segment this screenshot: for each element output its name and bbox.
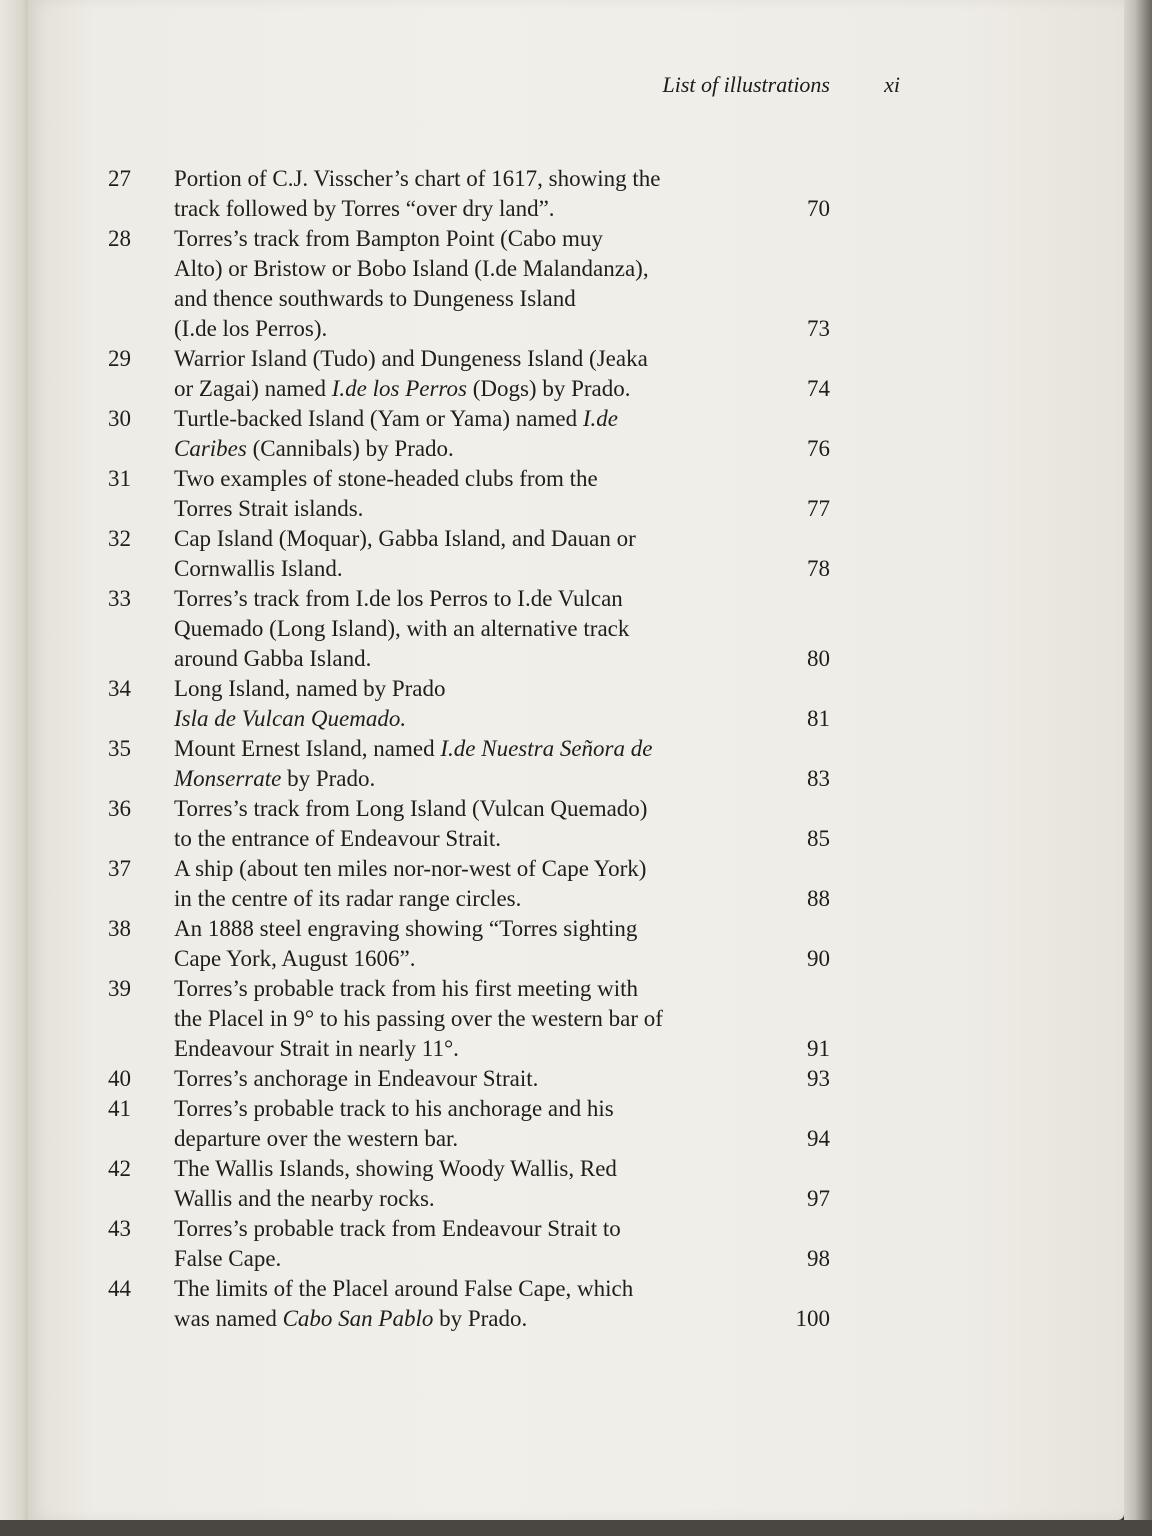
caption-line	[174, 764, 848, 794]
page-reference: 74	[807, 376, 830, 401]
caption-line	[174, 524, 848, 554]
caption-segment: (Cannibals) by Prado.	[246, 436, 454, 461]
figure-number: 27	[108, 166, 131, 191]
caption-segment: around Gabba Island.	[174, 646, 372, 671]
figure-caption	[168, 1274, 848, 1334]
running-header	[580, 72, 900, 102]
caption-text	[174, 1064, 538, 1094]
caption-segment: False Cape.	[174, 1246, 282, 1271]
caption-line	[174, 584, 848, 614]
caption-text	[174, 704, 406, 734]
figure-number: 40	[108, 1066, 131, 1091]
caption-line	[174, 884, 848, 914]
figure-number: 38	[108, 916, 131, 941]
caption-line	[174, 974, 848, 1004]
caption-segment: Portion of C.J. Visscher’s chart of 1617, showing the	[174, 166, 661, 191]
figure-caption	[168, 734, 848, 794]
caption-line	[174, 194, 848, 224]
caption-text	[174, 464, 598, 494]
caption-line	[174, 344, 848, 374]
caption-segment: Cornwallis Island.	[174, 556, 343, 581]
figure-number: 32	[108, 526, 131, 551]
caption-line	[174, 314, 848, 344]
caption-text	[174, 254, 649, 284]
caption-segment: Torres Strait islands.	[174, 496, 364, 521]
caption-text	[174, 1304, 527, 1334]
caption-segment: or Zagai) named	[174, 376, 332, 401]
caption-segment: by Prado.	[433, 1306, 528, 1331]
caption-segment: Torres’s probable track from Endeavour Strait to	[174, 1216, 621, 1241]
page-reference: 73	[807, 316, 830, 341]
caption-text	[174, 164, 660, 194]
figure-number: 35	[108, 736, 131, 761]
caption-text	[174, 524, 636, 554]
page-reference: 78	[807, 556, 830, 581]
caption-line	[174, 644, 848, 674]
caption-segment: The limits of the Placel around False Cape, which	[174, 1276, 634, 1301]
caption-segment: Quemado (Long Island), with an alternative track	[174, 616, 630, 641]
figure-number: 42	[108, 1156, 131, 1181]
figure-number: 33	[108, 586, 131, 611]
caption-segment: Two examples of stone-headed clubs from the	[174, 466, 598, 491]
caption-text	[174, 374, 631, 404]
page-reference: 80	[807, 646, 830, 671]
caption-segment: and thence southwards to Dungeness Island	[174, 286, 576, 311]
page-reference: 85	[807, 826, 830, 851]
caption-line	[174, 554, 848, 584]
caption-line	[174, 1124, 848, 1154]
figure-number: 44	[108, 1276, 131, 1301]
caption-italic-segment: Cabo San Pablo	[282, 1306, 434, 1331]
caption-segment: Cape York, August 1606”.	[174, 946, 416, 971]
list-item	[108, 854, 848, 914]
caption-line	[174, 734, 848, 764]
list-item	[108, 164, 848, 224]
caption-line	[174, 704, 848, 734]
caption-line	[174, 464, 848, 494]
figure-number: 28	[108, 226, 131, 251]
caption-text	[174, 1274, 633, 1304]
caption-segment: Torres’s probable track from his first meeting with	[174, 976, 639, 1001]
list-item	[108, 734, 848, 794]
page-reference: 70	[807, 196, 830, 221]
figure-number: 41	[108, 1096, 131, 1121]
caption-segment: (Dogs) by Prado.	[466, 376, 631, 401]
caption-text	[174, 914, 637, 944]
caption-segment: Alto) or Bristow or Bobo Island (I.de Malandanza),	[174, 256, 649, 281]
caption-segment: Mount Ernest Island, named	[174, 736, 441, 761]
page-reference: 77	[807, 496, 830, 521]
caption-text	[174, 584, 623, 614]
figure-number: 29	[108, 346, 131, 371]
caption-segment: track followed by Torres “over dry land”.	[174, 196, 555, 221]
caption-text	[174, 824, 501, 854]
caption-text	[174, 1004, 663, 1034]
caption-line	[174, 824, 848, 854]
caption-line	[174, 854, 848, 884]
caption-line	[174, 434, 848, 464]
caption-segment: (I.de los Perros).	[174, 316, 328, 341]
caption-line	[174, 164, 848, 194]
caption-segment: Cap Island (Moquar), Gabba Island, and Dauan or	[174, 526, 636, 551]
caption-line	[174, 794, 848, 824]
caption-segment: departure over the western bar.	[174, 1126, 459, 1151]
caption-segment: Turtle-backed Island (Yam or Yama) named	[174, 406, 583, 431]
caption-text	[174, 284, 576, 314]
list-item	[108, 224, 848, 344]
figure-number: 39	[108, 976, 131, 1001]
list-item	[108, 1214, 848, 1274]
page-reference: 88	[807, 886, 830, 911]
caption-text	[174, 674, 445, 704]
caption-line	[174, 1274, 848, 1304]
caption-line	[174, 1154, 848, 1184]
caption-text	[174, 194, 555, 224]
caption-text	[174, 494, 363, 524]
caption-italic-segment: Caribes	[174, 436, 247, 461]
caption-segment: the Placel in 9° to his passing over the western bar of	[174, 1006, 663, 1031]
caption-text	[174, 1244, 281, 1274]
caption-line	[174, 374, 848, 404]
figure-caption	[168, 1214, 848, 1274]
figure-number: 36	[108, 796, 131, 821]
caption-text	[174, 1094, 614, 1124]
caption-segment: An 1888 steel engraving showing “Torres sighting	[174, 916, 638, 941]
page-reference: 98	[807, 1246, 830, 1271]
page-reference: 100	[795, 1306, 830, 1331]
caption-text	[174, 1184, 435, 1214]
list-item	[108, 974, 848, 1064]
figure-caption	[168, 164, 848, 224]
caption-text	[174, 734, 652, 764]
caption-segment: Torres’s anchorage in Endeavour Strait.	[174, 1066, 539, 1091]
caption-segment: Endeavour Strait in nearly 11°.	[174, 1036, 459, 1061]
figure-number: 31	[108, 466, 131, 491]
caption-line	[174, 494, 848, 524]
page-reference: 81	[807, 706, 830, 731]
caption-line	[174, 1004, 848, 1034]
figure-caption	[168, 674, 848, 734]
figure-caption	[168, 914, 848, 974]
caption-text	[174, 854, 646, 884]
figure-caption	[168, 794, 848, 854]
caption-italic-segment: I.de Nuestra Señora de	[440, 736, 653, 761]
caption-segment: The Wallis Islands, showing Woody Wallis, Red	[174, 1156, 617, 1181]
caption-line	[174, 944, 848, 974]
caption-line	[174, 224, 848, 254]
caption-line	[174, 674, 848, 704]
caption-line	[174, 1064, 848, 1094]
caption-text	[174, 404, 618, 434]
figure-number: 34	[108, 676, 131, 701]
list-item	[108, 794, 848, 854]
caption-segment: Torres’s track from Bampton Point (Cabo muy	[174, 226, 603, 251]
figure-caption	[168, 584, 848, 674]
caption-text	[174, 314, 327, 344]
caption-text	[174, 554, 343, 584]
figure-caption	[168, 974, 848, 1064]
figure-caption	[168, 344, 848, 404]
caption-italic-segment: I.de	[582, 406, 618, 431]
caption-text	[174, 944, 416, 974]
caption-italic-segment: Isla de Vulcan Quemado.	[174, 706, 407, 731]
caption-text	[174, 614, 629, 644]
list-item	[108, 914, 848, 974]
caption-text	[174, 1034, 459, 1064]
header-title: List of illustrations	[662, 72, 830, 97]
list-item	[108, 1274, 848, 1334]
caption-segment: Warrior Island (Tudo) and Dungeness Island (Jeaka	[174, 346, 648, 371]
page-reference: 93	[807, 1066, 830, 1091]
caption-segment: in the centre of its radar range circles.	[174, 886, 522, 911]
caption-text	[174, 1214, 621, 1244]
caption-line	[174, 1244, 848, 1274]
caption-italic-segment: I.de los Perros	[331, 376, 467, 401]
list-item	[108, 1064, 848, 1094]
caption-text	[174, 884, 521, 914]
caption-text	[174, 794, 647, 824]
figure-number: 30	[108, 406, 131, 431]
list-item	[108, 1154, 848, 1214]
caption-segment: Torres’s track from I.de los Perros to I.de Vulcan	[174, 586, 623, 611]
caption-text	[174, 644, 371, 674]
caption-segment: was named	[174, 1306, 283, 1331]
caption-line	[174, 1214, 848, 1244]
caption-text	[174, 1154, 617, 1184]
caption-line	[174, 254, 848, 284]
caption-text	[174, 764, 375, 794]
figure-caption	[168, 524, 848, 584]
page-reference: 76	[807, 436, 830, 461]
caption-line	[174, 1034, 848, 1064]
list-item	[108, 674, 848, 734]
figure-caption	[168, 404, 848, 464]
caption-text	[174, 224, 603, 254]
caption-text	[174, 1124, 458, 1154]
page-reference: 91	[807, 1036, 830, 1061]
figure-caption	[168, 464, 848, 524]
figure-caption	[168, 1154, 848, 1214]
caption-line	[174, 614, 848, 644]
caption-line	[174, 1184, 848, 1214]
list-item	[108, 1094, 848, 1154]
caption-segment: Torres’s track from Long Island (Vulcan Quemado)	[174, 796, 648, 821]
figure-number: 37	[108, 856, 131, 881]
illustration-list	[108, 164, 848, 1334]
figure-number: 43	[108, 1216, 131, 1241]
caption-segment: by Prado.	[281, 766, 376, 791]
list-item	[108, 584, 848, 674]
list-item	[108, 464, 848, 524]
figure-caption	[168, 854, 848, 914]
caption-segment: Torres’s probable track to his anchorage and his	[174, 1096, 614, 1121]
page-bottom-shadow	[0, 1520, 1152, 1536]
header-page-number: xi	[884, 72, 900, 97]
list-item	[108, 344, 848, 404]
page-right-edge	[1124, 0, 1152, 1536]
list-item	[108, 404, 848, 464]
figure-caption	[168, 1094, 848, 1154]
caption-text	[174, 344, 648, 374]
page-reference: 90	[807, 946, 830, 971]
caption-italic-segment: Monserrate	[174, 766, 282, 791]
caption-line	[174, 1304, 848, 1334]
figure-caption	[168, 224, 848, 344]
page-reference: 83	[807, 766, 830, 791]
caption-text	[174, 434, 454, 464]
page-reference: 94	[807, 1126, 830, 1151]
caption-line	[174, 914, 848, 944]
caption-line	[174, 1094, 848, 1124]
caption-line	[174, 404, 848, 434]
caption-segment: to the entrance of Endeavour Strait.	[174, 826, 501, 851]
caption-segment: Long Island, named by Prado	[174, 676, 446, 701]
caption-segment: Wallis and the nearby rocks.	[174, 1186, 435, 1211]
caption-segment: A ship (about ten miles nor-nor-west of Cape York)	[174, 856, 647, 881]
page-reference: 97	[807, 1186, 830, 1211]
list-item	[108, 524, 848, 584]
figure-caption	[168, 1064, 848, 1094]
page-left-edge	[0, 0, 30, 1536]
caption-line	[174, 284, 848, 314]
caption-text	[174, 974, 638, 1004]
